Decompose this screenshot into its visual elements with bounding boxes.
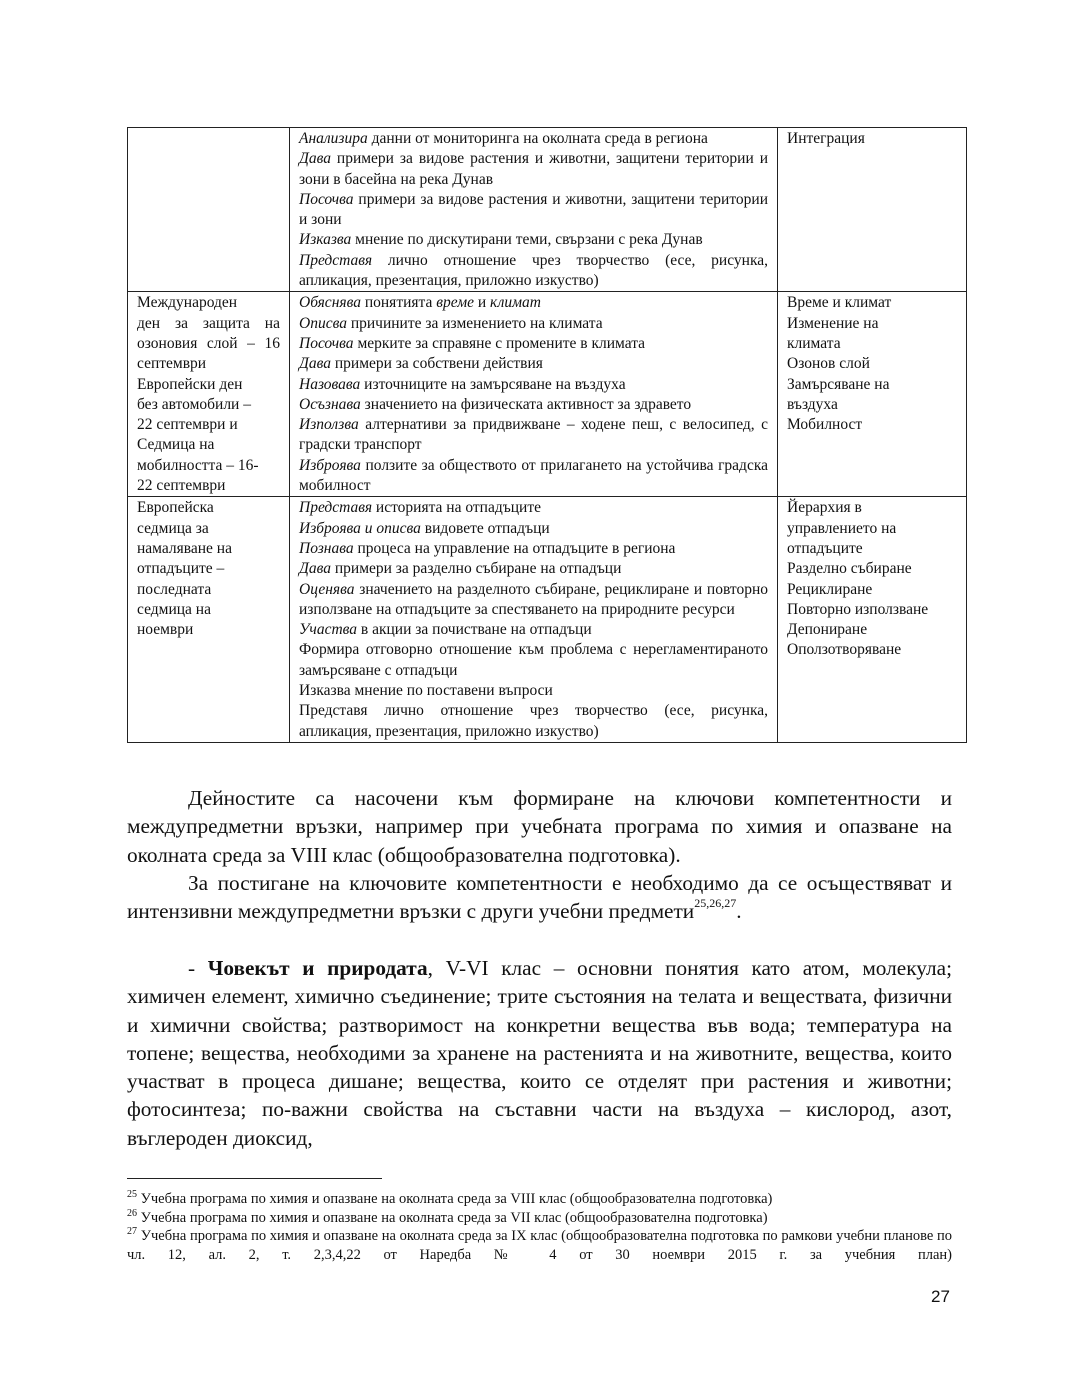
event-line: Европейска bbox=[137, 499, 214, 517]
event-line: озоновия слой – 16 bbox=[137, 334, 280, 352]
event-line: седмица за bbox=[137, 519, 209, 537]
event-line: намаляване на bbox=[137, 539, 232, 557]
footnote: $^{25}$ Учебна програма по химия и опазване на околната среда за VIII клас (общообразователна подготовка) bbox=[127, 1189, 773, 1207]
footnote: $^{26}$ Учебна програма по химия и опазване на околната среда за VII клас (общообразователна подготовка) bbox=[127, 1207, 768, 1226]
concept: Йерархия в bbox=[787, 499, 862, 517]
activity-line: Посочва примери за видове растения и животни, защитени територии и зони bbox=[299, 190, 768, 229]
activity-line: Познава процеса на управление на отпадъците в региона bbox=[299, 539, 676, 557]
activity-line: Описва причините за изменението на климата bbox=[299, 314, 603, 332]
activity-line: Назовава източниците на замърсяване на въздуха bbox=[299, 375, 626, 393]
activity-line: Използва алтернативи за придвижване – ходене пеш, с велосипед, с градски транспорт bbox=[299, 416, 768, 454]
activity-line: Анализира данни от мониторинга на околната среда в региона bbox=[299, 130, 708, 147]
activities-cell bbox=[290, 497, 778, 743]
activity-line: Изказва мнение по дискутирани теми, свързани с река Дунав bbox=[299, 231, 703, 249]
concepts-cell bbox=[778, 128, 967, 292]
activities-cell bbox=[290, 128, 778, 292]
activity-line: Представя историята на отпадъците bbox=[299, 499, 541, 517]
curriculum-table bbox=[127, 127, 967, 743]
concept: Време и климат bbox=[787, 294, 892, 312]
concepts-cell bbox=[778, 497, 967, 743]
activity-line: Формира отговорно отношение към проблема с нерегламентираното замърсяване с отпадъци bbox=[299, 641, 768, 679]
event-line: септември bbox=[137, 355, 207, 373]
concept: Депониране bbox=[787, 621, 868, 639]
activity-line: Представя лично отношение чрез творчество (есе, рисунка, апликация, презентация, приложно изкуство) bbox=[299, 702, 768, 740]
activity-line: Оценява значението на разделното събиране, рециклиране и повторно използване на отпадъците за спестяването на природните ресурси bbox=[299, 580, 768, 618]
concepts-cell bbox=[778, 292, 967, 497]
event-cell bbox=[128, 292, 290, 497]
activity-line: Изброява и описва видовете отпадъци bbox=[299, 519, 550, 537]
event-line: без автомобили – bbox=[137, 395, 251, 413]
activity-line: Изказва мнение по поставени въпроси bbox=[299, 682, 553, 700]
footnote: $^{27}$ Учебна програма по химия и опазване на околната среда за IX клас (общообразователна подготовка по рамкови учебни планове по чл. 12, ал. 2, т. 2,3,4,22 от Наредба № 4 от 30 ноември 2015 г. за учебния план) bbox=[127, 1226, 952, 1263]
paragraph-competences bbox=[127, 784, 952, 869]
footnote-separator bbox=[127, 1178, 382, 1179]
table-row bbox=[128, 497, 967, 743]
activity-line: Осъзнава значението на физическата активност за здравето bbox=[299, 395, 692, 413]
concept: Мобилност bbox=[787, 416, 863, 434]
event-line: 22 септември и bbox=[137, 416, 238, 434]
footnotes bbox=[127, 1190, 952, 1264]
event-line: мобилността – 16- bbox=[137, 456, 259, 474]
event-line: ден за защита на bbox=[137, 314, 280, 332]
concept: Интеграция bbox=[787, 130, 865, 147]
paragraph-text: - Човекът и природата, V-VI клас – основни понятия като атом, молекула; химичен елемент, химично съединение; трите състояния на телата и веществата, физични и химични свойства; разтворимост на конкретни вещества във вода; температура на топене; вещества, необходими за хранене на растенията и на животните, вещества, които участват в процеса дишане; вещества, които се отделят при растения и животни; фотосинтеза; по-важни свойства на съставни части на въздуха – кислород, азот, въглероден диоксид, bbox=[127, 956, 953, 1150]
paragraph-man-and-nature bbox=[127, 954, 952, 1152]
event-line: ноември bbox=[137, 621, 194, 639]
concept: климата bbox=[787, 334, 841, 352]
paragraph-cross-curricular bbox=[127, 869, 952, 926]
event-line: Европейски ден bbox=[137, 375, 243, 393]
paragraph-text: За постигане на ключовите компетентности е необходимо да се осъществяват и интензивни междупредметни връзки с други учебни предмети$^{25,26,27}$. bbox=[127, 871, 952, 924]
event-line: отпадъците – bbox=[137, 560, 225, 578]
page-number: 27 bbox=[931, 1287, 950, 1306]
activity-line: Дава примери за собствени действия bbox=[299, 355, 543, 373]
event-line: Седмица на bbox=[137, 436, 215, 454]
event-line: 22 септември bbox=[137, 477, 226, 495]
event-cell bbox=[128, 128, 290, 292]
concept: Разделно събиране bbox=[787, 560, 912, 578]
event-cell bbox=[128, 497, 290, 743]
activities-cell bbox=[290, 292, 778, 497]
concept: въздуха bbox=[787, 395, 838, 413]
activity-line: Посочва мерките за справяне с промените в климата bbox=[299, 334, 646, 352]
paragraph-text: Дейностите са насочени към формиране на ключови компетентности и междупредметни връзки, например при учебната програма по химия и опазване на околната среда за VIII клас (общообразователна подготовка). bbox=[127, 786, 952, 867]
table-row bbox=[128, 128, 967, 292]
activity-line: Изброява ползите за обществото от прилагането на устойчива градска мобилност bbox=[299, 456, 768, 495]
activity-line: Представя лично отношение чрез творчество (есе, рисунка, апликация, презентация, приложно изкуство) bbox=[299, 251, 768, 290]
table-row bbox=[128, 292, 967, 497]
event-line: последната bbox=[137, 580, 212, 598]
concept: отпадъците bbox=[787, 539, 863, 557]
concept: Изменение на bbox=[787, 314, 879, 332]
concept: Рециклиране bbox=[787, 580, 873, 598]
event-line: седмица на bbox=[137, 600, 211, 618]
subject-name: Човекът и природата bbox=[207, 956, 428, 980]
concept: управлението на bbox=[787, 519, 897, 537]
concept: Замърсяване на bbox=[787, 375, 890, 393]
event-line: Международен bbox=[137, 294, 238, 312]
activity-line: Дава примери за разделно събиране на отпадъци bbox=[299, 560, 622, 578]
concept: Оползотворяване bbox=[787, 641, 902, 659]
activity-line: Участва в акции за почистване на отпадъци bbox=[299, 621, 592, 639]
activity-line: Обяснява понятията време и климат bbox=[299, 294, 541, 312]
footnote-reference: 25,26,27 bbox=[694, 896, 737, 911]
concept: Озонов слой bbox=[787, 355, 870, 373]
concept: Повторно използване bbox=[787, 600, 929, 618]
activity-line: Дава примери за видове растения и животни, защитени територии и зони в басейна на река Дунав bbox=[299, 150, 768, 188]
